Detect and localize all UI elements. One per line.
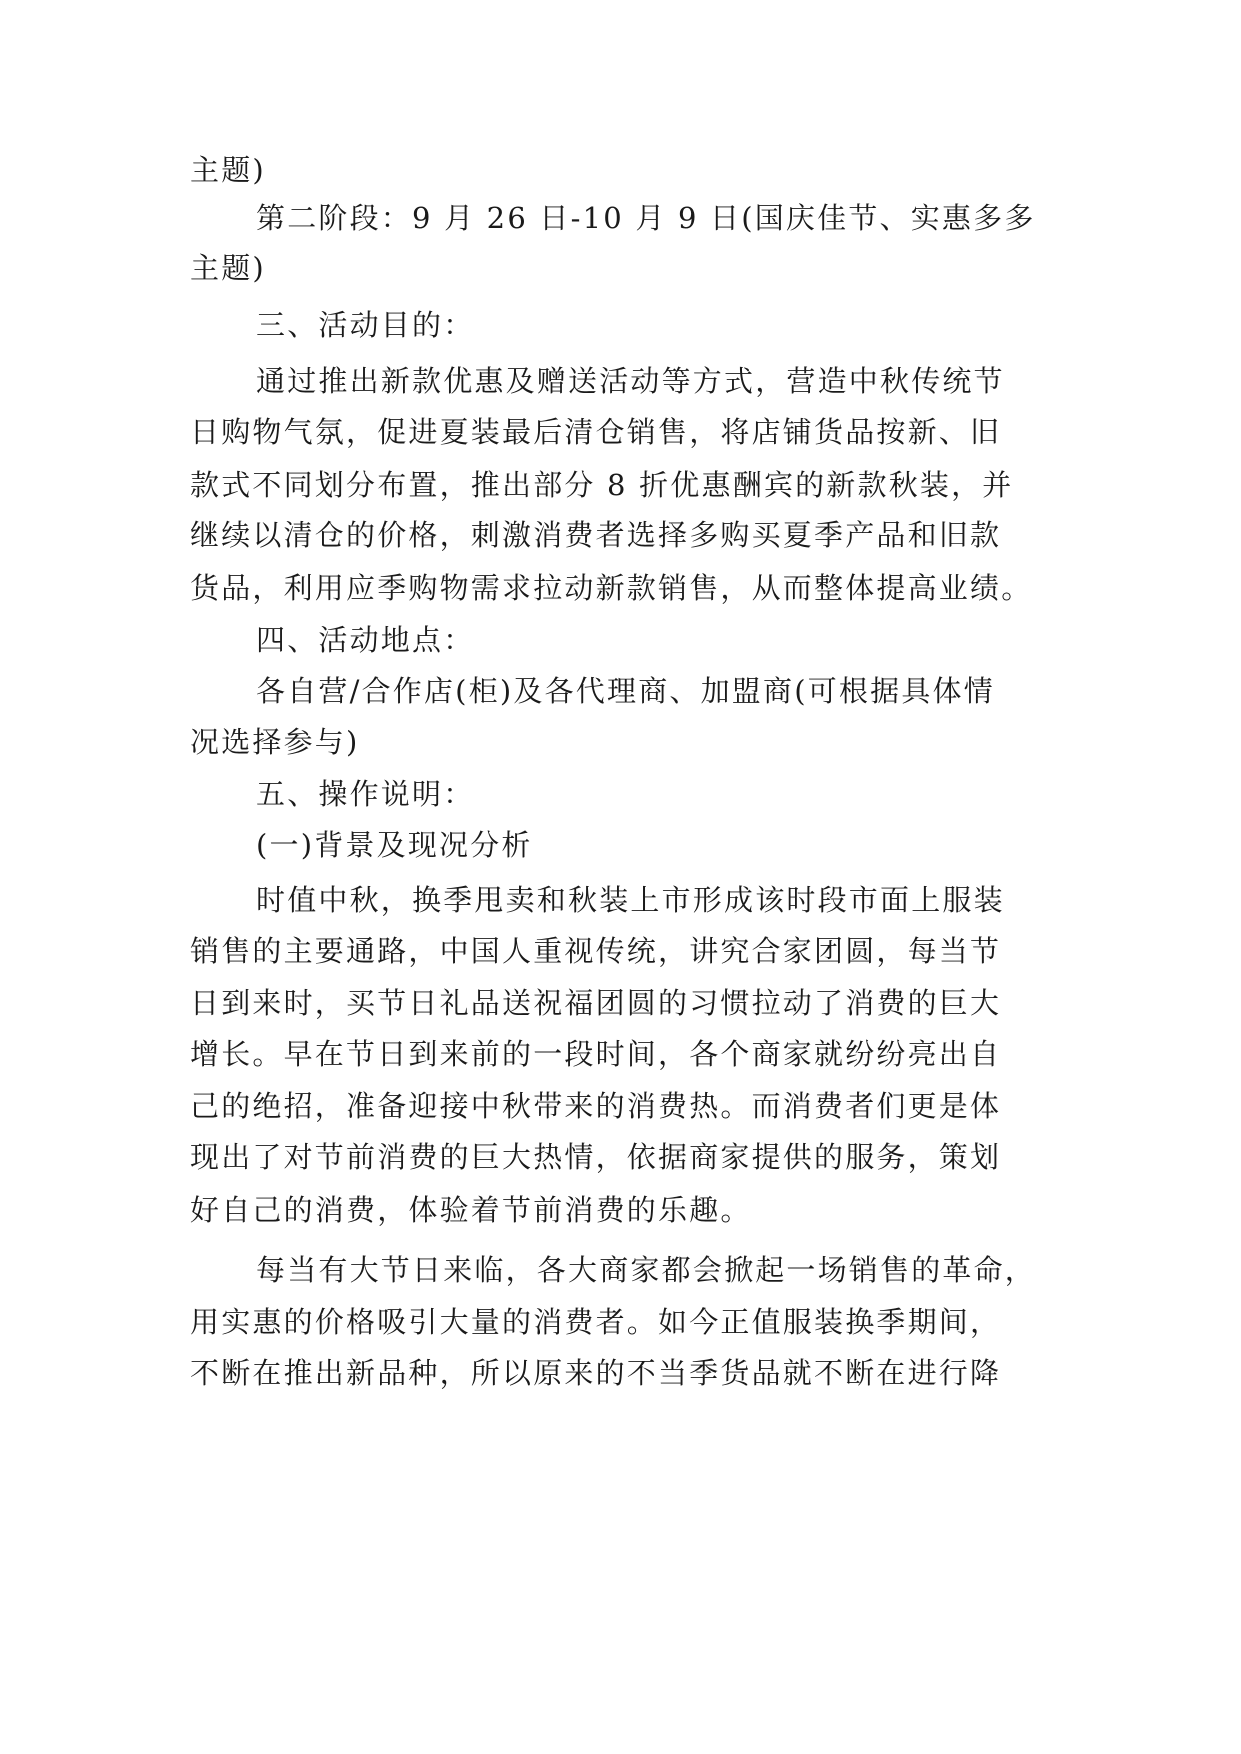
paragraph-line: 继续以清仓的价格，刺激消费者选择多购买夏季产品和旧款: [190, 518, 1002, 552]
paragraph-line: 好自己的消费，体验着节前消费的乐趣。: [190, 1193, 752, 1227]
paragraph-line: 日到来时，买节日礼品送祝福团圆的习惯拉动了消费的巨大: [190, 986, 1002, 1020]
paragraph-line: 己的绝招，准备迎接中秋带来的消费热。而消费者们更是体: [190, 1089, 1002, 1123]
paragraph-line: 各自营/合作店(柜)及各代理商、加盟商(可根据具体情: [256, 674, 995, 708]
paragraph-line: 销售的主要通路，中国人重视传统，讲究合家团圆，每当节: [190, 934, 1002, 968]
section-heading-purpose: 三、活动目的：: [256, 308, 475, 342]
paragraph-line: 款式不同划分布置，推出部分 8 折优惠酬宾的新款秋装，并: [190, 468, 1014, 502]
paragraph-line: 不断在推出新品种，所以原来的不当季货品就不断在进行降: [190, 1356, 1002, 1390]
paragraph-line: 时值中秋，换季甩卖和秋装上市形成该时段市面上服装: [256, 883, 1005, 917]
paragraph-line: 通过推出新款优惠及赠送活动等方式，营造中秋传统节: [256, 364, 1005, 398]
subsection-heading-background: (一)背景及现况分析: [256, 828, 533, 862]
paragraph-line: 日购物气氛，促进夏装最后清仓销售，将店铺货品按新、旧: [190, 415, 1002, 449]
paragraph-line: 货品，利用应季购物需求拉动新款销售，从而整体提高业绩。: [190, 571, 1033, 605]
section-heading-location: 四、活动地点：: [256, 623, 475, 657]
text-line-theme-close-1: 主题): [190, 153, 266, 187]
paragraph-line: 增长。早在节日到来前的一段时间，各个商家就纷纷亮出自: [190, 1037, 1002, 1071]
paragraph-line: 每当有大节日来临，各大商家都会掀起一场销售的革命，: [256, 1253, 1037, 1287]
text-line-theme-close-2: 主题): [190, 251, 266, 285]
section-heading-operation: 五、操作说明：: [256, 777, 475, 811]
paragraph-line: 用实惠的价格吸引大量的消费者。如今正值服装换季期间，: [190, 1305, 1002, 1339]
paragraph-line: 况选择参与): [190, 725, 360, 759]
text-line-stage-two: 第二阶段：9 月 26 日-10 月 9 日(国庆佳节、实惠多多: [256, 201, 1036, 235]
paragraph-line: 现出了对节前消费的巨大热情，依据商家提供的服务，策划: [190, 1140, 1002, 1174]
